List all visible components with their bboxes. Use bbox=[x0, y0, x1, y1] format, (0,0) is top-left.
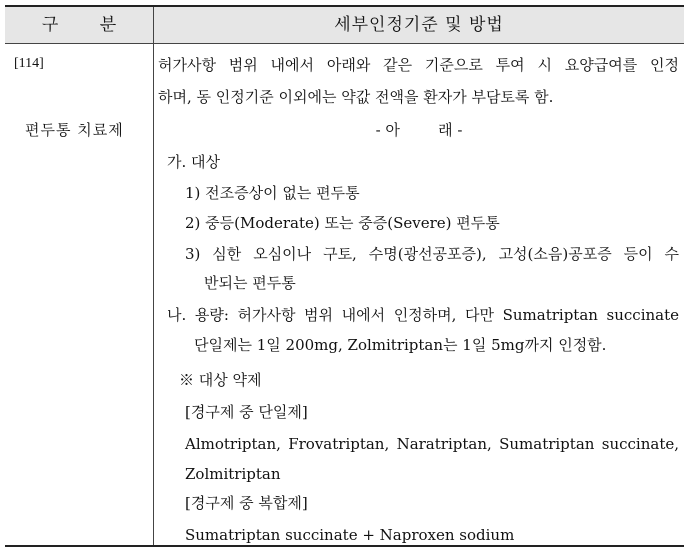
target-item-2: 2) 중등(Moderate) 또는 중증(Severe) 편두통 bbox=[185, 214, 500, 232]
oral-single-heading: [경구제 중 단일제] bbox=[185, 403, 308, 421]
category-label: 편두통 치료제 bbox=[25, 121, 124, 139]
target-item-3-line-2: 반되는 편두통 bbox=[204, 274, 296, 292]
intro-line-1: 허가사항 범위 내에서 아래와 같은 기준으로 투여 시 요양급여를 인정 bbox=[158, 56, 679, 74]
header-category: 구 분 bbox=[41, 15, 135, 35]
oral-combo-heading: [경구제 중 복합제] bbox=[185, 494, 308, 512]
section-ga: 가. 대상 bbox=[167, 153, 221, 171]
drug-list-note: ※ 대상 약제 bbox=[179, 371, 262, 389]
single-drugs-line-1: Almotriptan, Frovatriptan, Naratriptan, Sumatriptan succinate, bbox=[185, 435, 679, 453]
criteria-table bbox=[5, 5, 684, 547]
header-criteria: 세부인정기준 및 방법 bbox=[334, 15, 504, 35]
target-item-1: 1) 전조증상이 없는 편두통 bbox=[185, 184, 360, 202]
table-header bbox=[5, 7, 684, 44]
column-divider bbox=[153, 7, 154, 545]
combo-drugs-line: Sumatriptan succinate + Naproxen sodium bbox=[185, 526, 515, 544]
item-code: [114] bbox=[14, 56, 44, 71]
below-heading: - 아 래 - bbox=[375, 121, 463, 139]
target-item-3-line-1: 3) 심한 오심이나 구토, 수명(광선공포증), 고성(소음)공포증 등이 수 bbox=[185, 245, 679, 263]
intro-line-2: 하며, 동 인정기준 이외에는 약값 전액을 환자가 부담토록 함. bbox=[158, 88, 554, 106]
dosage-line-1: 나. 용량: 허가사항 범위 내에서 인정하며, 다만 Sumatriptan succinate bbox=[167, 306, 679, 324]
dosage-line-2: 단일제는 1일 200mg, Zolmitriptan는 1일 5mg까지 인정함. bbox=[194, 336, 607, 354]
single-drugs-line-2: Zolmitriptan bbox=[185, 465, 281, 483]
